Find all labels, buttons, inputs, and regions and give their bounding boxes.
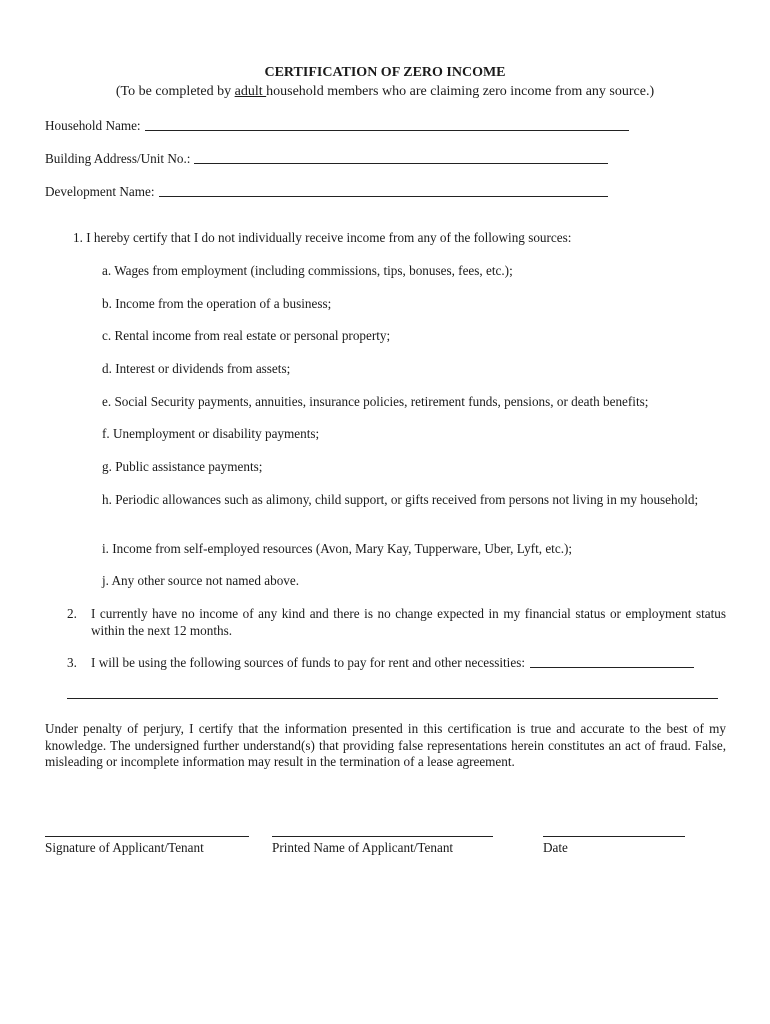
income-source-g: g. Public assistance payments; [102,459,263,474]
income-source-j: j. Any other source not named above. [102,573,300,588]
date-line[interactable] [543,836,685,837]
development-name-row [45,184,608,200]
building-address-row [45,151,608,167]
printed-name-label: Printed Name of Applicant/Tenant [272,840,454,855]
section3-number: 3. [67,655,77,670]
income-source-h [102,492,726,509]
section2-text: I currently have no income of any kind and there is no change expected in my financial status or employment status within the next 12 months. [91,606,726,638]
signature-line[interactable] [45,836,249,837]
section3-row [91,655,694,671]
income-source-i: i. Income from self-employed resources (Avon, Mary Kay, Tupperware, Uber, Lyft, etc.); [102,541,573,556]
development-name-label: Development Name: [45,184,155,199]
date-label: Date [543,840,568,855]
subtitle-underlined-word: adult [234,84,267,99]
household-name-line[interactable] [145,129,629,131]
printed-name-line[interactable] [272,836,493,837]
income-source-f: f. Unemployment or disability payments; [102,426,320,441]
income-source-b: b. Income from the operation of a business; [102,296,332,311]
funds-sources-continuation-line[interactable] [67,698,718,699]
subtitle-prefix: (To be completed by [115,84,235,99]
signature-label: Signature of Applicant/Tenant [45,840,204,855]
income-source-h-text: h. Periodic allowances such as alimony, child support, or gifts received from persons not living in my household; [102,492,699,507]
building-address-label: Building Address/Unit No.: [45,151,191,166]
household-name-label: Household Name: [45,118,141,133]
household-name-row [45,118,629,134]
income-source-d: d. Interest or dividends from assets; [102,361,291,376]
subtitle-suffix: household members who are claiming zero income from any source.) [266,84,655,99]
section2-number: 2. [67,606,77,621]
income-source-a: a. Wages from employment (including commissions, tips, bonuses, fees, etc.); [102,263,513,278]
income-source-e: e. Social Security payments, annuities, insurance policies, retirement funds, pensions, or death benefits; [102,394,649,409]
income-source-c: c. Rental income from real estate or personal property; [102,328,391,343]
development-name-line[interactable] [159,195,608,197]
section3-text: I will be using the following sources of funds to pay for rent and other necessities: [91,655,525,670]
form-title: CERTIFICATION OF ZERO INCOME [264,65,506,80]
form-subtitle [0,84,770,100]
section1-intro: 1. I hereby certify that I do not individually receive income from any of the following sources: [73,230,572,245]
perjury-certification: Under penalty of perjury, I certify that the information presented in this certification is true and accurate to the best of my knowledge. The undersigned further understand(s) that providing false representations herein constitutes an act of fraud. False, misleading or incomplete information may result in the termination of a lease agreement. [45,721,726,769]
funds-sources-line[interactable] [530,666,694,668]
building-address-line[interactable] [194,162,608,164]
